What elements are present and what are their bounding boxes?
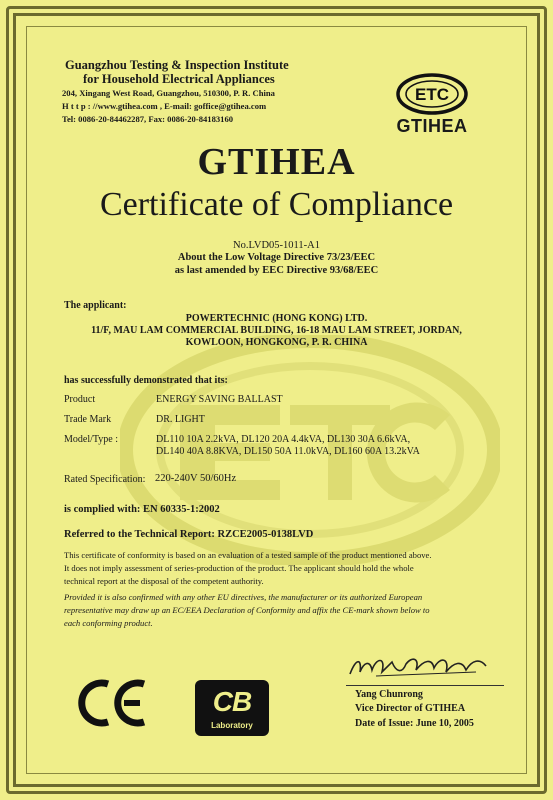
- demonstrated-label: has successfully demonstrated that its:: [64, 375, 228, 386]
- logo-text: GTIHEA: [396, 116, 468, 136]
- rated-spec-value: 220-240V 50/60Hz: [155, 473, 237, 484]
- product-value: ENERGY SAVING BALLAST: [156, 394, 283, 405]
- applicant-address-line1: 11/F, MAU LAM COMMERCIAL BUILDING, 16-18 MAU LAM STREET, JORDAN,: [91, 325, 462, 336]
- cb-mark-text: CB: [212, 686, 252, 717]
- cb-laboratory-mark-icon: [195, 680, 269, 736]
- applicant-label: The applicant:: [64, 300, 127, 311]
- model-type-line1: DL110 10A 2.2kVA, DL120 20A 4.4kVA, DL130 30A 6.6kVA,: [156, 434, 411, 445]
- institute-tel-fax: Tel: 0086-20-84462287, Fax: 0086-20-84183160: [62, 114, 234, 124]
- logo-mark: ETC: [415, 85, 449, 104]
- signatory-name: Yang Chunrong: [355, 689, 423, 700]
- institute-name-line1: Guangzhou Testing & Inspection Institute: [65, 58, 289, 72]
- conformity-paragraph-line3: technical report at the disposal of the competent authority.: [64, 576, 264, 586]
- model-type-label: Model/Type :: [64, 434, 119, 445]
- handwritten-signature: [346, 652, 496, 682]
- certificate-title: Certificate of Compliance: [99, 186, 454, 223]
- complied-standard: is complied with: EN 60335-1:2002: [64, 504, 220, 515]
- ce-marking-paragraph-line3: each conforming product.: [64, 618, 153, 628]
- directive-line2: as last amended by EEC Directive 93/68/EEC: [174, 265, 379, 276]
- certificate-number: No.LVD05-1011-A1: [232, 240, 320, 251]
- institute-name-line2: for Household Electrical Appliances: [83, 72, 275, 86]
- cb-mark-subtext: Laboratory: [211, 721, 253, 730]
- rated-spec-label: Rated Specification:: [64, 474, 146, 485]
- directive-line1: About the Low Voltage Directive 73/23/EEC: [177, 252, 376, 263]
- ce-marking-paragraph-line1: Provided it is also confirmed with any other EU directives, the manufacturer or its authorized European: [64, 592, 423, 602]
- institute-address: 204, Xingang West Road, Guangzhou, 510300, P. R. China: [62, 88, 275, 98]
- institute-web-email: H t t p : //www.gtihea.com , E-mail: goffice@gtihea.com: [62, 101, 267, 111]
- applicant-name: POWERTECHNIC (HONG KONG) LTD.: [185, 313, 368, 324]
- signature-line: [346, 685, 504, 686]
- conformity-paragraph-line2: It does not imply assessment of series-production of the product. The applicant should hold the whole: [64, 563, 414, 573]
- model-type-line2: DL140 40A 8.8KVA, DL150 50A 11.0kVA, DL160 60A 13.2kVA: [156, 446, 420, 457]
- ce-marking-paragraph-line2: representative may draw up an EC/EEA Declaration of Conformity and affix the CE-mark shown below to: [64, 605, 430, 615]
- trade-mark-label: Trade Mark: [64, 414, 112, 425]
- conformity-paragraph-line1: This certificate of conformity is based on an evaluation of a tested sample of the product mentioned above.: [64, 550, 432, 560]
- product-label: Product: [64, 394, 96, 405]
- trade-mark-value: DR. LIGHT: [156, 414, 205, 425]
- applicant-address-line2: KOWLOON, HONGKONG, P. R. CHINA: [185, 337, 368, 348]
- ce-mark-icon: [78, 678, 152, 728]
- signatory-position: Vice Director of GTIHEA: [355, 703, 466, 714]
- certificate-issuer-title: GTIHEA: [197, 141, 356, 183]
- technical-report-reference: Referred to the Technical Report: RZCE2005-0138LVD: [64, 529, 314, 540]
- issue-date: Date of Issue: June 10, 2005: [355, 718, 474, 729]
